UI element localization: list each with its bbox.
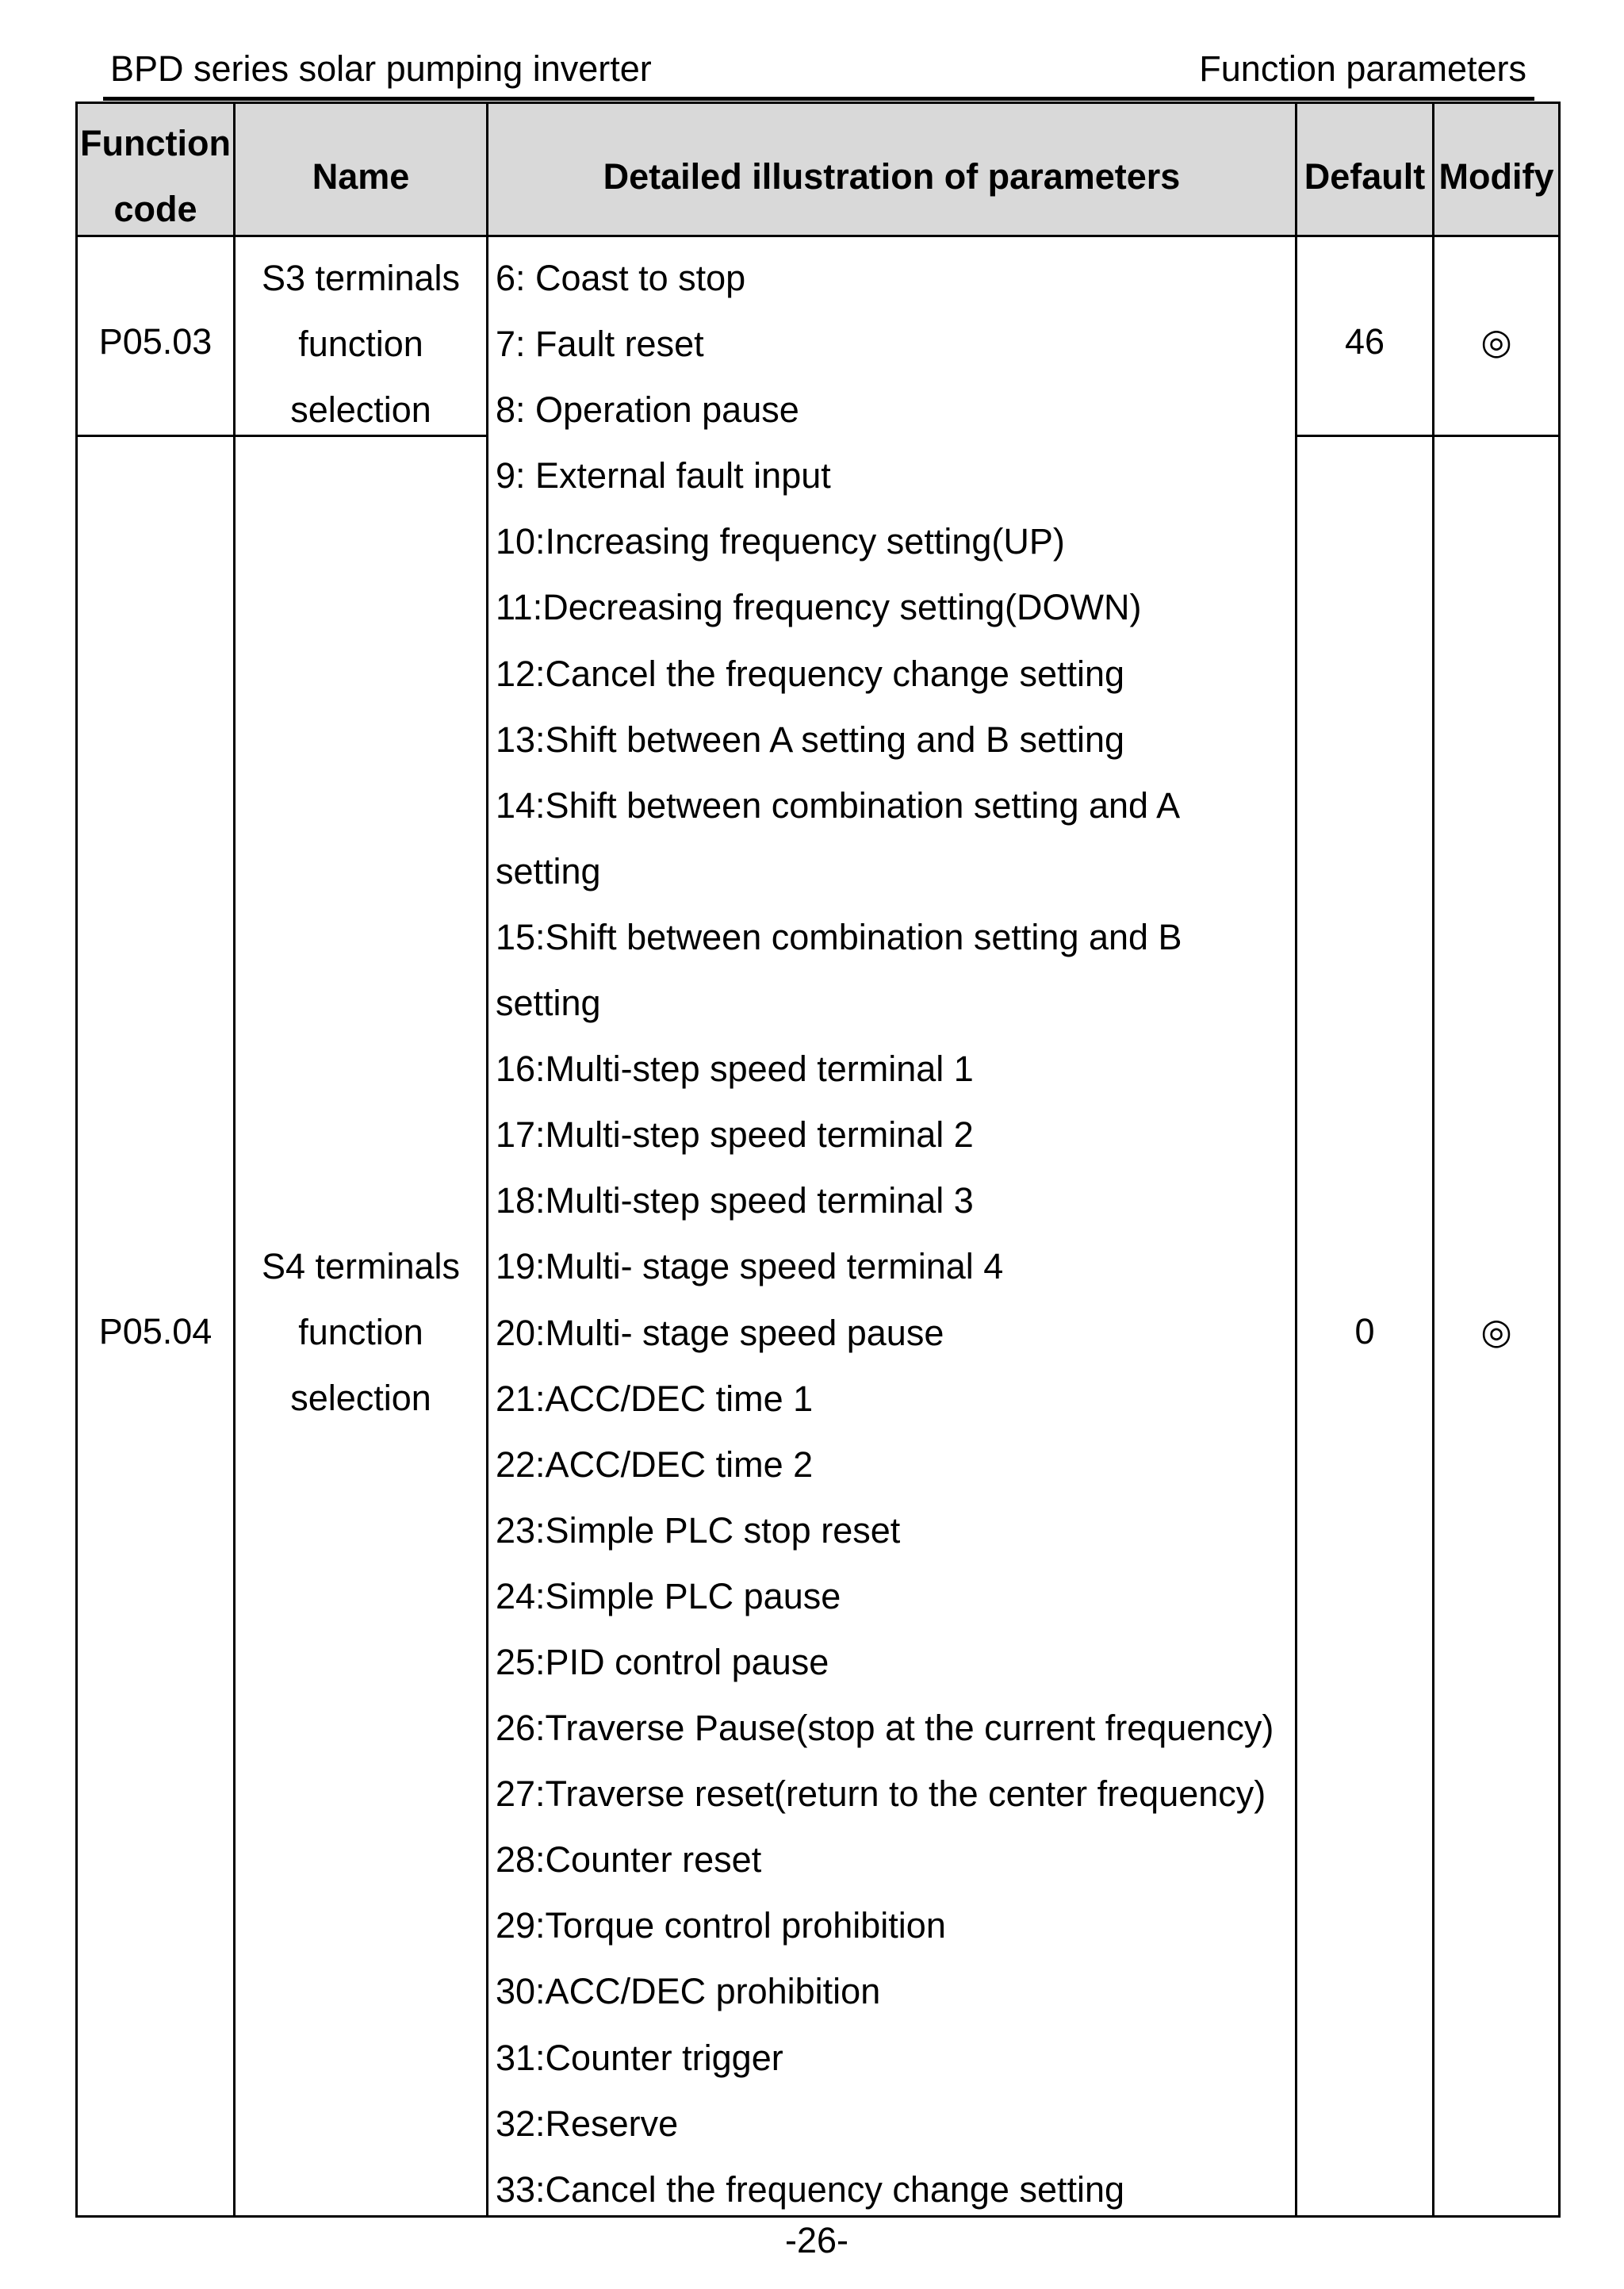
modify-symbol-icon: ◎: [1480, 320, 1512, 362]
row-default-value: 0: [1354, 1311, 1375, 1352]
column-header-detail: Detailed illustration of parameters: [603, 156, 1181, 197]
detail-item-28: 28:Counter reset: [496, 1839, 762, 1881]
detail-item-16: 16:Multi-step speed terminal 1: [496, 1049, 974, 1090]
column-header-modify: Modify: [1438, 156, 1554, 197]
header-underline: [103, 97, 1534, 101]
detail-item-33: 33:Cancel the frequency change setting: [496, 2168, 1125, 2210]
detail-item-27: 27:Traverse reset(return to the center frequency): [496, 1773, 1266, 1815]
detail-item-31: 31:Counter trigger: [496, 2037, 783, 2078]
detail-item-17: 17:Multi-step speed terminal 2: [496, 1114, 974, 1156]
table-header-divider: [75, 235, 1561, 237]
detail-item-22: 22:ACC/DEC time 2: [496, 1444, 814, 1485]
detail-item-21: 21:ACC/DEC time 1: [496, 1378, 814, 1419]
detail-item-19: 19:Multi- stage speed terminal 4: [496, 1246, 1004, 1287]
table-left-border: [75, 102, 78, 2218]
row-function-code: P05.03: [98, 321, 213, 362]
detail-item-11: 11:Decreasing frequency setting(DOWN): [496, 587, 1142, 628]
detail-item-7: 7: Fault reset: [496, 324, 704, 365]
row-default-value: 46: [1344, 321, 1385, 362]
table-right-border: [1558, 102, 1561, 2218]
detail-item-30: 30:ACC/DEC prohibition: [496, 1971, 881, 2012]
detail-item-26: 26:Traverse Pause(stop at the current frequency): [496, 1708, 1274, 1749]
detail-item-20: 20:Multi- stage speed pause: [496, 1312, 944, 1353]
column-divider-default-modify: [1432, 102, 1434, 2218]
detail-item-8: 8: Operation pause: [496, 389, 799, 431]
page-number: -26-: [784, 2220, 849, 2260]
detail-item-15: 15:Shift between combination setting and B setting: [496, 916, 1182, 1024]
detail-item-29: 29:Torque control prohibition: [496, 1905, 946, 1946]
running-header-section: Function parameters: [1199, 48, 1526, 89]
detail-item-9: 9: External fault input: [496, 455, 831, 497]
column-header-function-code: Function code: [80, 123, 231, 230]
row-function-code: P05.04: [98, 1311, 213, 1352]
row-parameter-name: S4 terminals function selection: [261, 1246, 461, 1419]
column-divider-name-detail: [486, 102, 488, 2218]
detail-item-14: 14:Shift between combination setting and A setting: [496, 784, 1178, 891]
detail-item-23: 23:Simple PLC stop reset: [496, 1509, 901, 1551]
detail-item-25: 25:PID control pause: [496, 1641, 829, 1682]
detail-item-24: 24:Simple PLC pause: [496, 1575, 841, 1616]
detail-item-18: 18:Multi-step speed terminal 3: [496, 1180, 974, 1221]
row-divider-right: [1295, 435, 1561, 437]
column-header-default: Default: [1304, 156, 1426, 197]
detail-item-6: 6: Coast to stop: [496, 258, 746, 298]
parameter-detail-list: [496, 245, 1286, 2222]
column-divider-detail-default: [1295, 102, 1297, 2218]
detail-item-10: 10:Increasing frequency setting(UP): [496, 521, 1065, 562]
detail-item-32: 32:Reserve: [496, 2103, 679, 2144]
column-header-name: Name: [312, 156, 410, 197]
detail-item-13: 13:Shift between A setting and B setting: [496, 719, 1125, 760]
running-header-title: BPD series solar pumping inverter: [110, 48, 652, 89]
detail-item-12: 12:Cancel the frequency change setting: [496, 653, 1125, 694]
row-parameter-name: S3 terminals function selection: [261, 258, 461, 431]
table-top-border: [75, 102, 1561, 104]
modify-symbol-icon: ◎: [1480, 1310, 1512, 1352]
